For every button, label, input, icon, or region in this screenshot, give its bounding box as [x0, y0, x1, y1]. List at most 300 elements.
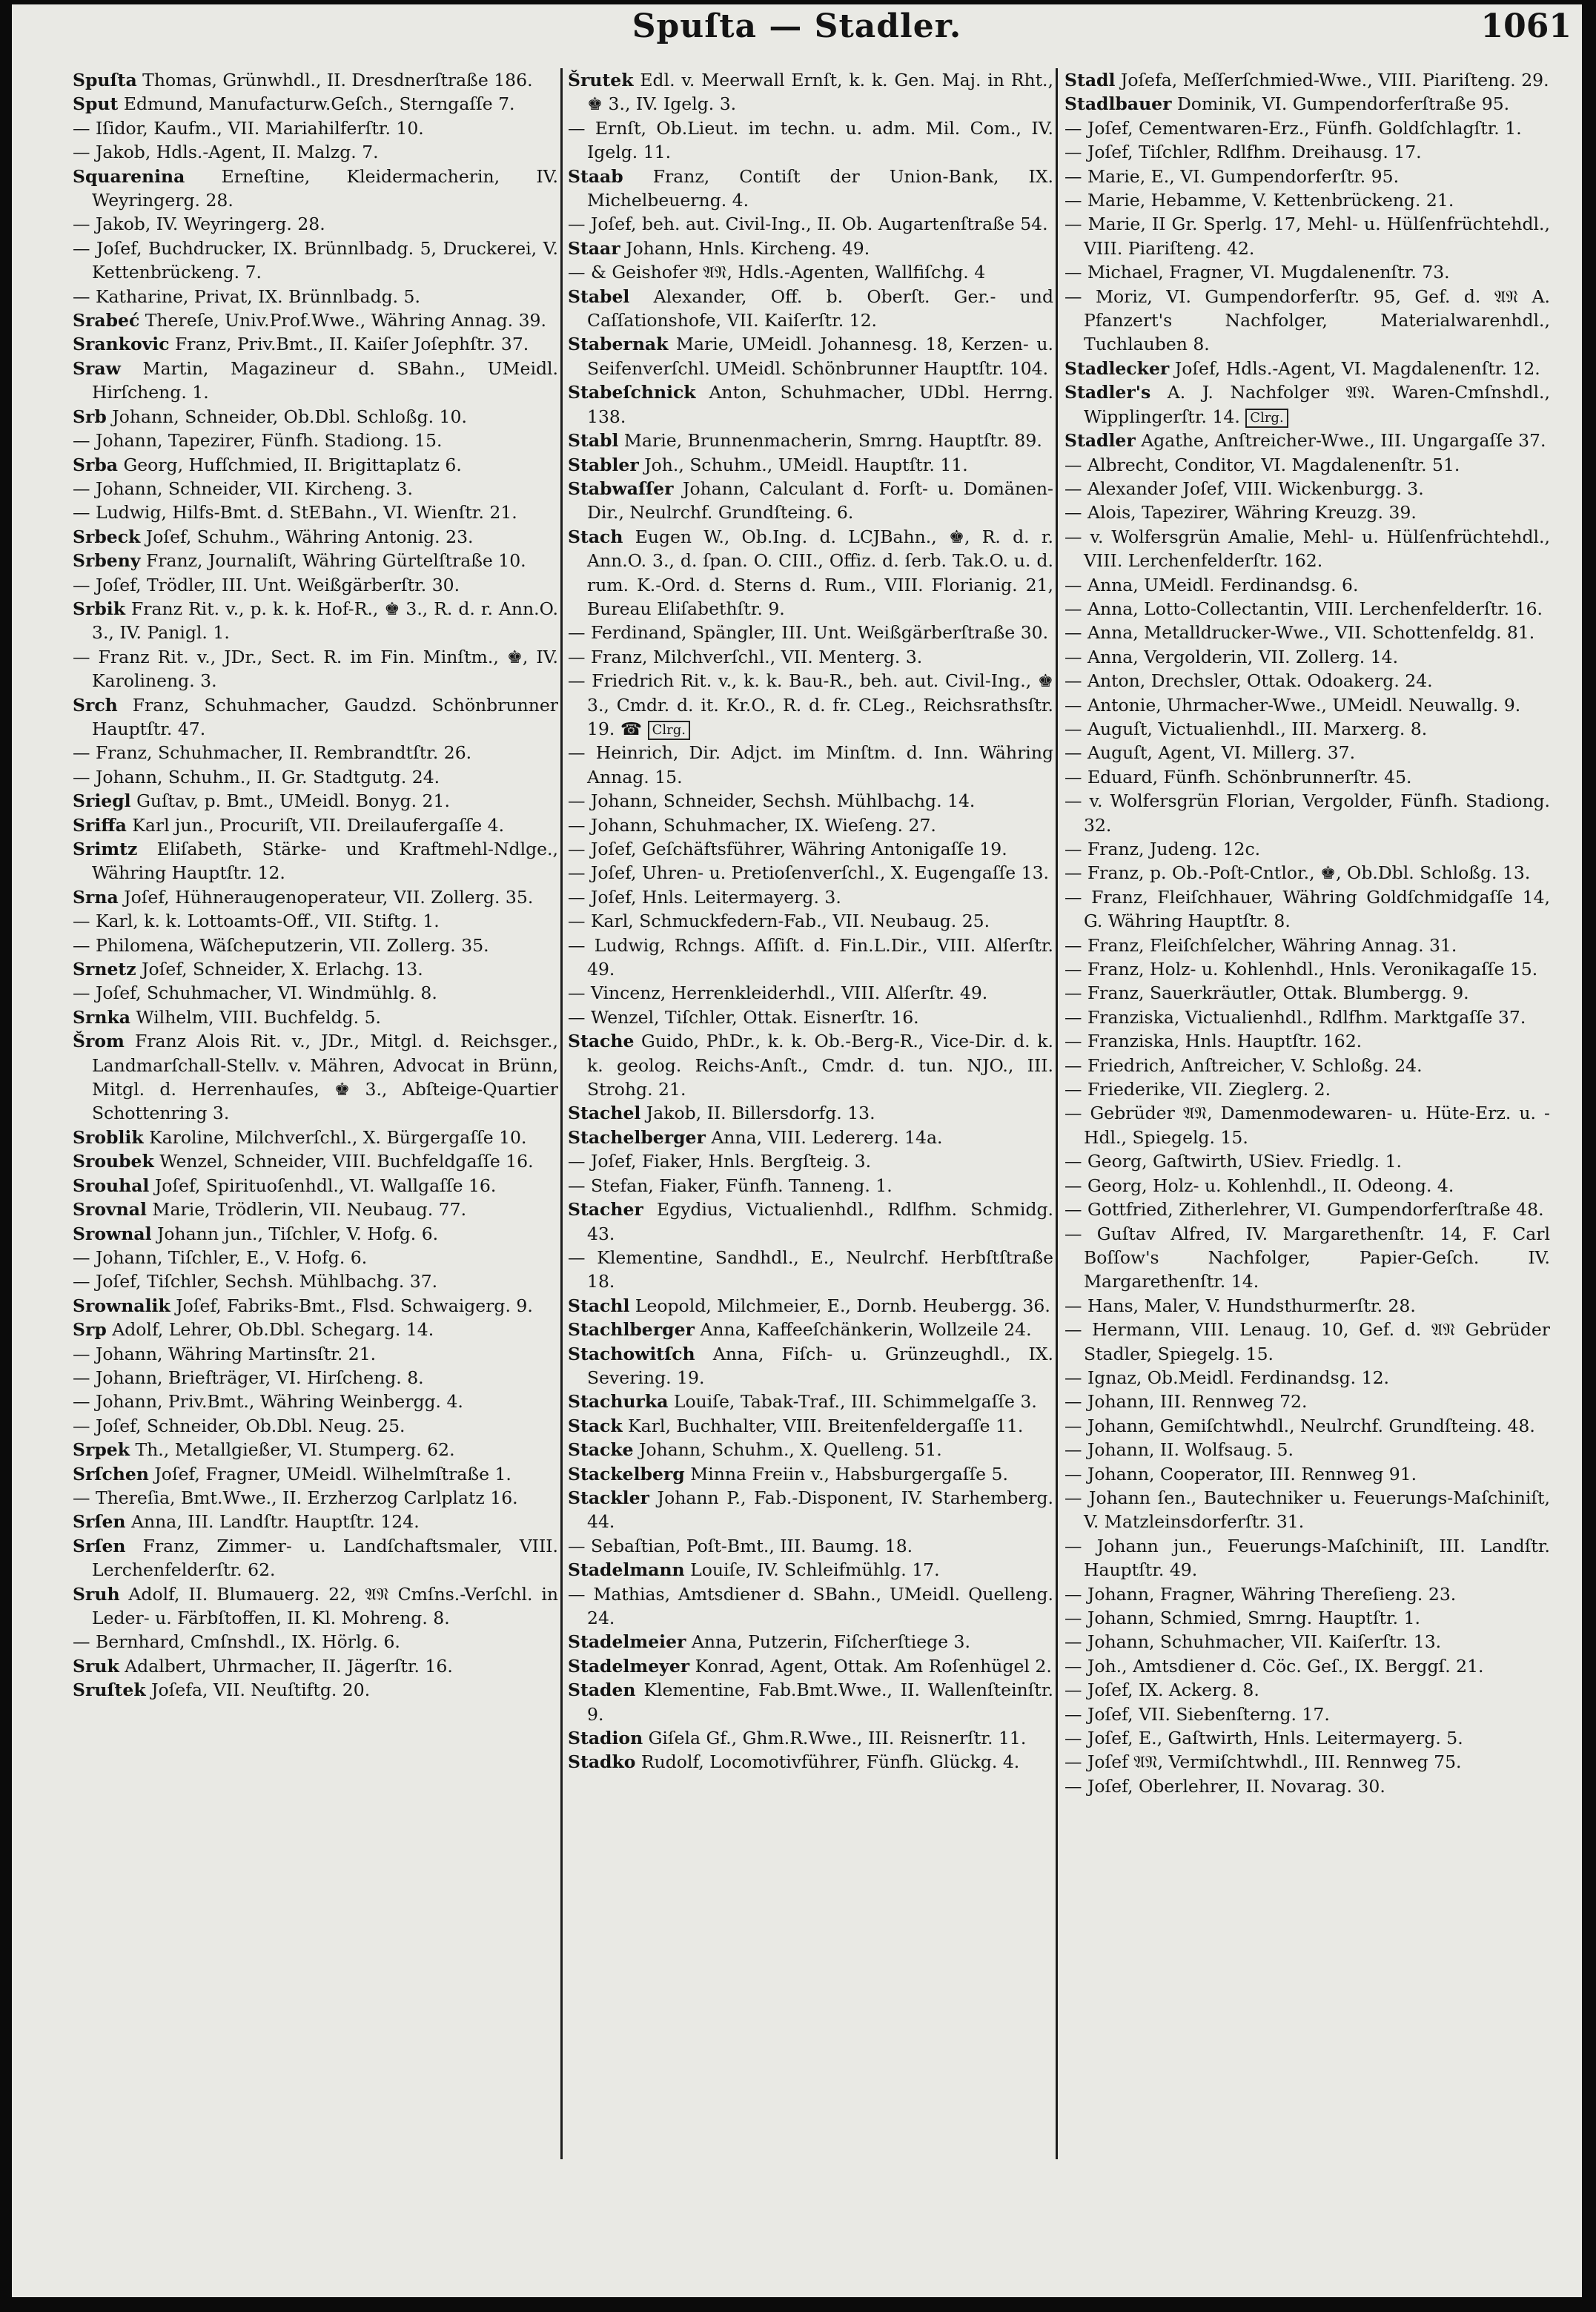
directory-entry	[1064, 1366, 1550, 1390]
entry-details: Joſef, Schuhm., Währing Antonig. 23.	[140, 526, 474, 547]
directory-entry	[1064, 1005, 1550, 1029]
directory-entry	[73, 1654, 558, 1678]
entry-surname: Staden	[568, 1679, 636, 1701]
directory-entry	[73, 1438, 558, 1461]
entry-details: — Auguſt, Agent, VI. Millerg. 37.	[1064, 742, 1356, 764]
directory-entry	[73, 789, 558, 813]
directory-entry	[568, 380, 1053, 429]
entry-details: — Georg, Holz- u. Kohlenhdl., II. Odeong. 4.	[1064, 1175, 1454, 1196]
directory-entry	[73, 573, 558, 597]
directory-entry	[568, 1582, 1053, 1631]
directory-entry	[73, 1294, 558, 1318]
directory-entry	[73, 68, 558, 92]
directory-entry	[1064, 861, 1550, 885]
directory-entry	[1064, 429, 1550, 452]
entry-details: Anton, Schuhmacher, UDbl. Herrng. 138.	[587, 382, 1053, 427]
directory-entry	[73, 1005, 558, 1029]
directory-entry	[568, 1414, 1053, 1438]
entry-details: — Friederike, VII. Zieglerg. 2.	[1064, 1079, 1331, 1100]
entry-details: Franz, Priv.Bmt., II. Kaiſer Joſephſtr. 37.	[169, 334, 529, 355]
directory-entry	[1064, 501, 1550, 524]
entry-details: Franz Rit. v., p. k. k. Hof-R., ♚ 3., R. d. r. Ann.O. 3., IV. Panigl. 1.	[92, 598, 558, 644]
entry-details: — Alois, Tapezirer, Währing Kreuzg. 39.	[1064, 502, 1417, 523]
entry-details: — Johann jun., Feuerungs-Maſchiniſt, III. Landſtr. Hauptſtr. 49.	[1064, 1535, 1550, 1581]
entry-details: — Alexander Joſef, VIII. Wickenburgg. 3.	[1064, 478, 1424, 499]
directory-entry	[568, 525, 1053, 621]
entry-details: — Johann, Priv.Bmt., Währing Weinbergg. 4.	[73, 1391, 463, 1413]
directory-entry	[73, 1029, 558, 1126]
entry-surname: Stadion	[568, 1728, 643, 1749]
entry-surname: Stacke	[568, 1439, 634, 1461]
entry-details: — Jakob, IV. Weyringerg. 28.	[73, 214, 325, 235]
entry-surname: Sriffa	[73, 814, 127, 836]
entry-details: — Moriz, VI. Gumpendorferſtr. 95, Gef. d. 𝔄𝔑 A. Pfanzert's Nachfolger, Materialwarenhdl., Tuchlauben 8.	[1064, 285, 1550, 355]
entry-details: — Philomena, Wäſcheputzerin, VII. Zollerg. 35.	[73, 934, 489, 956]
entry-details: Johann, Schuhm., X. Quelleng. 51.	[633, 1439, 942, 1461]
entry-details: — Johann, Schuhmacher, VII. Kaiſerſtr. 13.	[1064, 1631, 1442, 1653]
entry-details: Guſtav, p. Bmt., UMeidl. Bonyg. 21.	[130, 790, 450, 812]
entry-surname: Srch	[73, 694, 118, 716]
entry-details: Marie, Trödlerin, VII. Neubaug. 77.	[146, 1199, 467, 1221]
directory-entry	[1064, 1534, 1550, 1582]
directory-entry	[73, 165, 558, 213]
entry-surname: Sruk	[73, 1655, 119, 1677]
directory-entry	[1064, 380, 1550, 429]
directory-entry	[568, 1101, 1053, 1125]
entry-details: — Johann, Schuhmacher, IX. Wieſeng. 27.	[568, 814, 936, 836]
directory-entry	[73, 308, 558, 332]
entry-details: — v. Wolfersgrün Amalie, Mehl- u. Hülſenfrüchtehdl., VIII. Lerchenfelderſtr. 162.	[1064, 526, 1550, 572]
entry-details: Anna, VIII. Ledererg. 14a.	[705, 1126, 943, 1148]
entry-surname: Spuſta	[73, 70, 137, 90]
directory-entry	[568, 741, 1053, 789]
directory-entry	[73, 92, 558, 116]
entry-details: — Franz, Fleiſchhauer, Währing Goldſchmidgaſſe 14, G. Währing Hauptſtr. 8.	[1064, 886, 1550, 932]
directory-entry	[568, 429, 1053, 452]
entry-details: Franz, Journaliſt, Währing Gürtelſtraße 10.	[140, 550, 526, 572]
column-2	[568, 68, 1053, 2167]
entry-details: Anna, III. Landſtr. Hauptſtr. 124.	[125, 1511, 420, 1533]
entry-details: — Iſidor, Kaufm., VII. Mariahilferſtr. 10.	[73, 117, 424, 139]
entry-details: — Franz, p. Ob.-Poſt-Cntlor., ♚, Ob.Dbl. Schloßg. 13.	[1064, 862, 1531, 884]
entry-surname: Srbeck	[73, 526, 141, 547]
directory-entry	[73, 1318, 558, 1341]
directory-entry	[1064, 1198, 1550, 1221]
directory-entry	[568, 477, 1053, 525]
entry-details: — Heinrich, Dir. Adjct. im Minſtm. d. Inn. Währing Annag. 15.	[568, 742, 1053, 787]
entry-surname: Stachelberger	[568, 1126, 706, 1148]
entry-details: Th., Metallgießer, VI. Stumperg. 62.	[130, 1439, 455, 1461]
directory-entry	[1064, 741, 1550, 764]
directory-entry	[73, 837, 558, 885]
directory-entry	[73, 981, 558, 1005]
entry-details: — Joſef, beh. aut. Civil-Ing., II. Ob. Augartenſtraße 54.	[568, 214, 1048, 235]
directory-entry	[1064, 957, 1550, 981]
entry-details: Karoline, Milchverſchl., X. Bürgergaſſe 10.	[143, 1126, 527, 1148]
entry-details: — Joſef, Trödler, III. Unt. Weißgärberſtr. 30.	[73, 574, 460, 595]
directory-entry	[73, 501, 558, 524]
entry-details: Louiſe, Tabak-Traf., III. Schimmelgaſſe 3.	[668, 1391, 1037, 1413]
entry-details: — & Geishofer 𝔄𝔑, Hdls.-Agenten, Wallfiſchg. 4	[568, 262, 986, 283]
entry-details: Franz Alois Rit. v., JDr., Mitgl. d. Reichsger., Landmarſchall-Stellv. v. Mähren, Advocat in Brünn, Mitgl. d. Herrenhauſes, ♚ 3., Abſteige-Quartier Schottenring 3.	[92, 1031, 558, 1124]
entry-details: Konrad, Agent, Ottak. Am Roſenhügel 2.	[689, 1655, 1052, 1677]
entry-surname: Stachl	[568, 1295, 630, 1316]
directory-entry	[73, 549, 558, 572]
directory-entry	[73, 1174, 558, 1198]
entry-details: Thereſe, Univ.Prof.Wwe., Währing Annag. 39.	[139, 310, 546, 331]
entry-details: — Anna, Metalldrucker-Wwe., VII. Schottenfeldg. 81.	[1064, 622, 1535, 644]
directory-entry	[1064, 837, 1550, 861]
entry-details: — Karl, k. k. Lottoamts-Off., VII. Stiftg. 1.	[73, 911, 440, 932]
entry-details: — Johann, Tapezirer, Fünfh. Stadiong. 15.	[73, 430, 443, 452]
directory-entry	[73, 885, 558, 909]
entry-details: — Ludwig, Hilfs-Bmt. d. StEBahn., VI. Wienſtr. 21.	[73, 502, 517, 523]
entry-details: — Joſef, Hnls. Leitermayerg. 3.	[568, 886, 841, 908]
entry-details: — Joſef, Tiſchler, Sechsh. Mühlbachg. 37.	[73, 1271, 438, 1292]
entry-details: Johann P., Fab.-Disponent, IV. Starhemberg. 44.	[587, 1487, 1053, 1533]
entry-details: Joſef, Schneider, X. Erlachg. 13.	[136, 959, 423, 980]
directory-entry	[73, 477, 558, 501]
entry-details: Franz, Contiſt der Union-Bank, IX. Michelbeuerng. 4.	[587, 165, 1053, 211]
entry-details: — Karl, Schmuckfedern-Fab., VII. Neubaug. 25.	[568, 911, 990, 932]
entry-details: — Antonie, Uhrmacher-Wwe., UMeidl. Neuwallg. 9.	[1064, 694, 1521, 716]
directory-entry	[73, 525, 558, 549]
entry-surname: Srimtz	[73, 839, 138, 859]
entry-details: Joſef, Hdls.-Agent, VI. Magdalenenſtr. 12.	[1169, 357, 1540, 379]
entry-details: Eugen W., Ob.Ing. d. LCJBahn., ♚, R. d. r. Ann.O. 3., d. ſpan. O. CIII., Offiz. d. ſerb. Tak.O. u. d. rum. K.-Ord. d. Sterns d. Rum., VIII. Florianig. 21, Bureau Eliſabethſtr. 9.	[587, 526, 1053, 619]
entry-details: Alexander, Off. b. Oberſt. Ger.- und Caſſationshofe, VII. Kaiſerſtr. 12.	[587, 285, 1053, 331]
entry-details: — Mathias, Amtsdiener d. SBahn., UMeidl. Quelleng. 24.	[568, 1583, 1053, 1628]
directory-entry	[73, 693, 558, 742]
entry-surname: Srnka	[73, 1006, 130, 1028]
entry-details: Thomas, Grünwhdl., II. Dresdnerſtraße 186.	[136, 70, 533, 90]
directory-entry	[568, 1174, 1053, 1198]
directory-entry	[1064, 1222, 1550, 1294]
entry-details: Erneſtine, Kleidermacherin, IV. Weyringerg. 28.	[92, 165, 558, 211]
entry-surname: Stabwaſſer	[568, 478, 674, 499]
directory-entry	[568, 1294, 1053, 1318]
directory-entry	[1064, 981, 1550, 1005]
entry-details: — Joſef, Uhren- u. Pretioſenverſchl., X. Eugengaſſe 13.	[568, 862, 1050, 884]
entry-surname: Stabeſchnick	[568, 382, 696, 403]
entry-details: — Johann, Gemiſchtwhdl., Neulrchf. Grundſteing. 48.	[1064, 1415, 1535, 1436]
directory-entry	[1064, 717, 1550, 741]
entry-details: Johann jun., Tiſchler, V. Hofg. 6.	[151, 1223, 439, 1244]
directory-entry	[73, 1149, 558, 1173]
entry-surname: Stacher	[568, 1199, 643, 1221]
entry-details: — Ferdinand, Spängler, III. Unt. Weißgärberſtraße 30.	[568, 622, 1049, 644]
entry-details: Anna, Fiſch- u. Grünzeughdl., IX. Severing. 19.	[587, 1343, 1053, 1388]
directory-entry	[73, 212, 558, 236]
entry-surname: Stack	[568, 1415, 623, 1436]
clearing-stamp: Clrg.	[1245, 409, 1288, 428]
directory-entry	[568, 885, 1053, 909]
directory-entry	[73, 909, 558, 933]
directory-entry	[73, 357, 558, 405]
entry-details: — Franz, Schuhmacher, II. Rembrandtſtr. 26.	[73, 742, 472, 764]
entry-details: Marie, UMeidl. Johannesg. 18, Kerzen- u. Seifenverſchl. UMeidl. Schönbrunner Hauptſtr. 104.	[587, 334, 1053, 379]
entry-details: — Gebrüder 𝔄𝔑, Damenmodewaren- u. Hüte-Erz. u. -Hdl., Spiegelg. 15.	[1064, 1103, 1550, 1148]
entry-surname: Sput	[73, 93, 119, 115]
entry-surname: Stackler	[568, 1487, 649, 1508]
entry-details: — Franz, Fleiſchſelcher, Währing Annag. 31.	[1064, 934, 1457, 956]
directory-entry	[568, 1726, 1053, 1750]
entry-details: — Stefan, Fiaker, Fünfh. Tanneng. 1.	[568, 1175, 893, 1196]
entry-details: — Franz, Milchverſchl., VII. Menterg. 3.	[568, 646, 923, 667]
entry-details: — Ludwig, Rchngs. Aſſiſt. d. Fin.L.Dir., VIII. Alſerſtr. 49.	[568, 934, 1053, 980]
directory-entry	[1064, 1174, 1550, 1198]
directory-entry	[1064, 1438, 1550, 1461]
entry-surname: Stache	[568, 1031, 635, 1052]
directory-entry	[73, 1486, 558, 1510]
entry-details: — Gottfried, Zitherlehrer, VI. Gumpendorferſtraße 48.	[1064, 1199, 1544, 1221]
entry-details: — Eduard, Fünfh. Schönbrunnerſtr. 45.	[1064, 766, 1412, 787]
entry-details: — Michael, Fragner, VI. Mugdalenenſtr. 73.	[1064, 262, 1450, 283]
directory-entry	[1064, 1318, 1550, 1366]
entry-details: — Marie, Hebamme, V. Kettenbrückeng. 21.	[1064, 190, 1454, 211]
directory-entry	[568, 909, 1053, 933]
entry-details: — Friedrich Rit. v., k. k. Bau-R., beh. aut. Civil-Ing., ♚ 3., Cmdr. d. it. Kr.O., R. d. fr. CLeg., Reichsrathsſtr. 19. ☎	[568, 670, 1053, 739]
entry-details: — Franz, Judeng. 12c.	[1064, 839, 1261, 859]
entry-details: Franz, Zimmer- u. Landſchaftsmaler, VIII. Lerchenfelderſtr. 62.	[92, 1535, 558, 1581]
entry-surname: Sriegl	[73, 790, 131, 812]
entry-details: Guido, PhDr., k. k. Ob.-Berg-R., Vice-Dir. d. k. k. geolog. Reichs-Anſt., Cmdr. d. tun. NJO., III. Strohg. 21.	[587, 1031, 1053, 1100]
directory-entry	[1064, 1774, 1550, 1798]
directory-entry	[1064, 789, 1550, 837]
directory-entry	[1064, 597, 1550, 621]
directory-entry	[568, 1390, 1053, 1413]
entry-details: — Joſef, Cementwaren-Erz., Fünfh. Goldſchlagſtr. 1.	[1064, 117, 1522, 139]
entry-details: Joſef, Hühneraugenoperateur, VII. Zollerg. 35.	[118, 886, 534, 908]
directory-entry	[1064, 357, 1550, 380]
directory-entry	[568, 1342, 1053, 1390]
entry-surname: Srpek	[73, 1439, 130, 1461]
directory-entry	[73, 645, 558, 693]
directory-entry	[1064, 92, 1550, 116]
entry-details: — Franziska, Hnls. Hauptſtr. 162.	[1064, 1031, 1362, 1052]
directory-entry	[1064, 1630, 1550, 1654]
directory-page	[12, 4, 1582, 2297]
entry-details: — Johann, Währing Martinsſtr. 21.	[73, 1343, 377, 1364]
entry-surname: Stadlbauer	[1064, 93, 1172, 115]
entry-surname: Srnetz	[73, 959, 136, 980]
directory-entry	[568, 1462, 1053, 1486]
entry-details: — Joſef, Buchdrucker, IX. Brünnlbadg. 5, Druckerei, V. Kettenbrückeng. 7.	[73, 237, 558, 283]
entry-details: Karl jun., Procuriſt, VII. Dreilaufergaſſe 4.	[126, 814, 505, 836]
entry-details: Joh., Schuhm., UMeidl. Hauptſtr. 11.	[638, 454, 968, 475]
entry-surname: Šrutek	[568, 70, 634, 90]
entry-details: — Johann, Fragner, Währing Thereſieng. 23.	[1064, 1583, 1457, 1605]
entry-surname: Stabernak	[568, 334, 669, 355]
directory-entry	[1064, 885, 1550, 934]
entry-details: Martin, Magazineur d. SBahn., UMeidl. Hirſcheng. 1.	[92, 357, 558, 403]
entry-details: — Klementine, Sandhdl., E., Neulrchf. Herbſtſtraße 18.	[568, 1246, 1053, 1292]
entry-details: — Bernhard, Cmſnshdl., IX. Hörlg. 6.	[73, 1631, 400, 1653]
directory-entry	[1064, 1054, 1550, 1077]
entry-details: — Joſef, IX. Ackerg. 8.	[1064, 1679, 1259, 1701]
directory-entry	[568, 645, 1053, 669]
entry-details: — Katharine, Privat, IX. Brünnlbadg. 5.	[73, 285, 420, 307]
column-3	[1064, 68, 1550, 2167]
entry-details: — Friedrich, Anſtreicher, V. Schloßg. 24.	[1064, 1054, 1423, 1076]
entry-surname: Srouhal	[73, 1175, 150, 1196]
directory-entry	[568, 1246, 1053, 1294]
entry-details: A. J. Nachfolger 𝔄𝔑. Waren-Cmſnshdl., Wipplingerſtr. 14.	[1084, 382, 1550, 427]
directory-entry	[73, 1366, 558, 1390]
entry-surname: Stachlberger	[568, 1319, 695, 1341]
entry-surname: Stachurka	[568, 1391, 669, 1413]
entry-details: — Joſef, E., Gaſtwirth, Hnls. Leitermayerg. 5.	[1064, 1728, 1463, 1749]
column-1	[73, 68, 558, 2167]
entry-surname: Stadler	[1064, 430, 1136, 452]
directory-entry	[568, 1126, 1053, 1149]
entry-details: Adolf, Lehrer, Ob.Dbl. Schegarg. 14.	[106, 1319, 434, 1341]
running-head: Spuſta — Stadler.	[632, 7, 962, 45]
entry-details: — Marie, E., VI. Gumpendorferſtr. 95.	[1064, 165, 1400, 187]
entry-surname: Stachowitſch	[568, 1343, 695, 1364]
entry-details: Wilhelm, VIII. Buchfeldg. 5.	[130, 1006, 382, 1028]
entry-details: — Joſef, Tiſchler, Rdlfhm. Dreihausg. 17.	[1064, 142, 1422, 163]
entry-details: Adolf, II. Blumauerg. 22, 𝔄𝔑 Cmſns.-Verſchl. in Leder- u. Färbſtoffen, II. Kl. Mohreng. 8.	[92, 1583, 558, 1628]
entry-details: Anna, Putzerin, Fiſcherſtiege 3.	[686, 1631, 970, 1653]
directory-entry	[1064, 621, 1550, 644]
entry-details: — Johann, Cooperator, III. Rennweg 91.	[1064, 1463, 1417, 1484]
entry-details: — v. Wolfersgrün Florian, Vergolder, Fünfh. Stadiong. 32.	[1064, 790, 1550, 836]
directory-entry	[1064, 212, 1550, 260]
entry-surname: Srbik	[73, 598, 125, 619]
entry-details: — Franz Rit. v., JDr., Sect. R. im Fin. Minſtm., ♚, IV. Karolineng. 3.	[73, 646, 558, 692]
entry-surname: Sruh	[73, 1583, 120, 1605]
entry-details: — Marie, II Gr. Sperlg. 17, Mehl- u. Hülſenfrüchtehdl., VIII. Piariſteng. 42.	[1064, 214, 1550, 259]
entry-surname: Srownalik	[73, 1295, 170, 1316]
entry-surname: Srovnal	[73, 1199, 147, 1221]
directory-entry	[568, 1534, 1053, 1558]
directory-entry	[1064, 140, 1550, 164]
directory-entry	[1064, 453, 1550, 477]
entry-details: — Johann ſen., Bautechniker u. Feuerungs-Maſchiniſt, V. Matzleinsdorferſtr. 31.	[1064, 1487, 1550, 1533]
entry-surname: Srſen	[73, 1511, 126, 1533]
directory-entry	[1064, 477, 1550, 501]
entry-details: — Joſef 𝔄𝔑, Vermiſchtwhdl., III. Rennweg 75.	[1064, 1751, 1462, 1773]
directory-entry	[73, 1630, 558, 1654]
directory-columns	[73, 68, 1582, 2167]
entry-details: Joſef, Fragner, UMeidl. Wilhelmſtraße 1.	[148, 1463, 511, 1484]
entry-details: Giſela Gf., Ghm.R.Wwe., III. Reisnerſtr. 11.	[643, 1728, 1027, 1749]
directory-entry	[73, 597, 558, 645]
directory-entry	[568, 789, 1053, 813]
directory-entry	[1064, 116, 1550, 140]
entry-details: — Joh., Amtsdiener d. Cöc. Geſ., IX. Berggſ. 21.	[1064, 1655, 1484, 1677]
directory-entry	[568, 68, 1053, 116]
directory-entry	[1064, 68, 1550, 92]
directory-entry	[568, 165, 1053, 213]
directory-entry	[73, 1269, 558, 1293]
directory-entry	[568, 861, 1053, 885]
directory-entry	[1064, 1486, 1550, 1534]
directory-entry	[1064, 1726, 1550, 1750]
entry-surname: Stadelmann	[568, 1559, 685, 1581]
entry-surname: Šrom	[73, 1031, 125, 1052]
entry-details: — Jakob, Hdls.-Agent, II. Malzg. 7.	[73, 142, 379, 163]
directory-entry	[73, 237, 558, 285]
entry-details: — Hermann, VIII. Lenaug. 10, Gef. d. 𝔄𝔑 Gebrüder Stadler, Spiegelg. 15.	[1064, 1319, 1550, 1364]
directory-entry	[1064, 1390, 1550, 1413]
clearing-stamp: Clrg.	[648, 721, 690, 740]
directory-entry	[568, 837, 1053, 861]
directory-entry	[1064, 1077, 1550, 1101]
entry-details: — Joſef, Schneider, Ob.Dbl. Neug. 25.	[73, 1415, 405, 1436]
entry-surname: Srp	[73, 1319, 107, 1341]
entry-surname: Stadler's	[1064, 382, 1151, 403]
directory-entry	[1064, 669, 1550, 693]
entry-surname: Stadl	[1064, 70, 1116, 90]
directory-entry	[568, 813, 1053, 837]
entry-details: Leopold, Milchmeier, E., Dornb. Heubergg. 36.	[629, 1295, 1050, 1316]
entry-details: Johann, Hnls. Kircheng. 49.	[620, 237, 870, 259]
directory-entry	[73, 116, 558, 140]
directory-entry	[73, 1246, 558, 1269]
entry-details: — Guſtav Alfred, IV. Margarethenſtr. 14, F. Carl Boſſow's Nachfolger, Papier-Geſch. IV. Margarethenſtr. 14.	[1064, 1223, 1550, 1292]
entry-surname: Stadelmeyer	[568, 1655, 690, 1677]
entry-details: Minna Freiin v., Habsburgergaſſe 5.	[684, 1463, 1008, 1484]
entry-details: — Johann, Schneider, VII. Kircheng. 3.	[73, 478, 413, 499]
directory-entry	[73, 405, 558, 429]
directory-entry	[568, 934, 1053, 982]
directory-entry	[568, 1318, 1053, 1341]
directory-entry	[1064, 573, 1550, 597]
entry-details: Edmund, Manufacturw.Geſch., Sterngaſſe 7.	[118, 93, 515, 115]
directory-entry	[73, 1222, 558, 1246]
directory-entry	[568, 1678, 1053, 1726]
entry-surname: Srankovic	[73, 334, 170, 355]
entry-details: Georg, Hufſchmied, II. Brigittaplatz 6.	[118, 454, 462, 475]
entry-surname: Srownal	[73, 1223, 152, 1244]
directory-entry	[1064, 1582, 1550, 1606]
entry-surname: Sroubek	[73, 1151, 154, 1172]
directory-entry	[73, 1510, 558, 1533]
directory-entry	[1064, 1702, 1550, 1726]
entry-surname: Sruſtek	[73, 1679, 146, 1701]
directory-entry	[568, 1005, 1053, 1029]
directory-entry	[1064, 1294, 1550, 1318]
directory-entry	[568, 260, 1053, 284]
directory-entry	[1064, 1750, 1550, 1774]
entry-surname: Stadlecker	[1064, 357, 1170, 379]
entry-details: Edl. v. Meerwall Ernſt, k. k. Gen. Maj. in Rht., ♚ 3., IV. Igelg. 3.	[587, 70, 1053, 115]
entry-surname: Stadko	[568, 1751, 636, 1773]
directory-entry	[73, 1126, 558, 1149]
entry-surname: Sroblik	[73, 1126, 144, 1148]
entry-details: — Johann, III. Rennweg 72.	[1064, 1391, 1308, 1413]
directory-entry	[1064, 1678, 1550, 1702]
directory-entry	[568, 1558, 1053, 1582]
entry-details: — Johann, Tiſchler, E., V. Hofg. 6.	[73, 1246, 368, 1268]
entry-surname: Staar	[568, 237, 620, 259]
entry-details: — Joſef, Geſchäftsführer, Währing Antonigaſſe 19.	[568, 839, 1007, 859]
directory-entry	[568, 285, 1053, 333]
entry-details: — Anna, Vergolderin, VII. Zollerg. 14.	[1064, 646, 1399, 667]
directory-entry	[568, 1149, 1053, 1173]
entry-details: — Franz, Sauerkräutler, Ottak. Blumbergg. 9.	[1064, 982, 1469, 1004]
directory-entry	[568, 669, 1053, 741]
directory-entry	[73, 453, 558, 477]
entry-details: Adalbert, Uhrmacher, II. Jägerſtr. 16.	[119, 1655, 453, 1677]
entry-details: Johann, Schneider, Ob.Dbl. Schloßg. 10.	[106, 406, 467, 427]
entry-details: Agathe, Anſtreicher-Wwe., III. Ungargaſſe 37.	[1135, 430, 1546, 452]
entry-surname: Srſen	[73, 1535, 126, 1556]
entry-details: — Albrecht, Conditor, VI. Magdalenenſtr. 51.	[1064, 454, 1460, 475]
entry-details: — Anna, UMeidl. Ferdinandsg. 6.	[1064, 574, 1359, 595]
